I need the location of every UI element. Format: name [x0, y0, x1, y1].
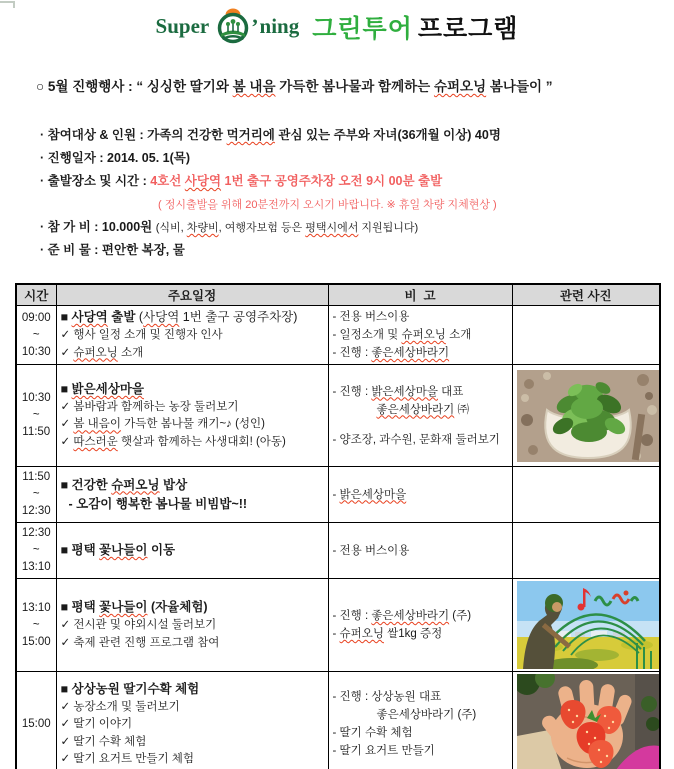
time-text: 12:30 — [21, 527, 51, 539]
text-segment: 좋은세상바라기 — [371, 610, 450, 622]
time-text: 10:30 — [21, 392, 51, 404]
text-segment: ✓ 농장소개 및 둘러보기 — [60, 700, 180, 713]
text-segment: · 진행일자 : 2014. 05. 1(목) — [40, 151, 190, 165]
text-segment: ✓ 행사 일정 소개 및 진행자 인사 — [60, 329, 223, 341]
note-line — [333, 431, 508, 449]
text-segment: 슈퍼오닝 — [339, 628, 384, 640]
text-segment: ㈜ — [454, 403, 469, 416]
note-cell — [328, 306, 512, 365]
note-line — [333, 607, 508, 625]
text-segment: 사당역 — [143, 310, 180, 324]
time-cell — [16, 579, 56, 672]
schedule-cell — [56, 306, 328, 365]
text-segment: , 여행자보험 등은 — [218, 222, 306, 234]
text-segment: 밝은세상마을 — [71, 381, 144, 396]
text-segment: 사당역 — [184, 174, 222, 188]
text-segment: 가득한 봄나물 캐기~♪ (성인) — [120, 418, 265, 431]
logo-super-text: Super — [155, 14, 210, 38]
text-segment: - 일정소개 및 — [332, 329, 402, 341]
note-line — [333, 625, 508, 643]
text-segment: ✓ 봄바람과 함께하는 농장 둘러보기 — [60, 400, 239, 413]
time-text: ~ — [32, 488, 40, 500]
text-segment: 1번 출구 공영주차장 오전 9시 00분 출발 — [221, 174, 443, 188]
text-segment: - — [332, 488, 340, 501]
note-line — [333, 542, 508, 560]
intro-bullet-line — [40, 124, 660, 147]
schedule-table-body — [16, 306, 660, 769]
time-text: 12:30 — [21, 505, 51, 517]
photo-cell — [512, 672, 660, 769]
note-line — [333, 383, 508, 401]
photo-cell — [512, 365, 660, 467]
note-cell — [328, 523, 512, 579]
note-line — [333, 706, 508, 724]
note-cell — [328, 672, 512, 769]
text-segment: 봄나들이 ” — [486, 79, 553, 94]
photo-cell — [512, 523, 660, 579]
text-segment: (주) — [449, 610, 472, 622]
note-line — [333, 688, 508, 706]
text-segment: - 양조장, 과수원, 문화재 둘러보기 — [332, 433, 500, 446]
text-segment: 대표 — [437, 385, 464, 398]
note-line — [333, 326, 508, 344]
table-row — [16, 672, 660, 769]
text-segment: ✓ 딸기 이야기 — [60, 718, 133, 731]
program-title-black: 프로그램 — [417, 14, 519, 43]
text-segment: 꽃나들이 — [99, 600, 148, 614]
note-line — [333, 742, 508, 760]
note-line — [333, 401, 508, 419]
text-segment: ■ 건강한 — [60, 477, 112, 492]
time-text: ~ — [32, 618, 40, 631]
schedule-line — [61, 380, 324, 399]
text-segment: ■ 평택 — [60, 543, 100, 557]
text-segment: 이동 — [147, 543, 176, 557]
text-segment: 먹거리에 — [226, 128, 275, 142]
time-text: 15:00 — [21, 717, 51, 730]
text-segment: ✓ — [60, 418, 74, 431]
note-cell — [328, 467, 512, 523]
text-segment: 밥상 — [159, 477, 188, 492]
col-header-time: 시간 — [16, 284, 56, 306]
text-segment: - 진행 : — [332, 347, 372, 359]
text-segment: · 참여대상 & 인원 : 가족의 건강한 — [40, 128, 227, 142]
text-segment: 좋은세상바라기 (주) — [376, 709, 477, 722]
text-segment: 관심 있는 주부와 자녀(36개월 이상) 40명 — [274, 128, 501, 142]
event-heading — [36, 78, 662, 96]
schedule-line — [61, 734, 324, 752]
text-segment: - 딸기 요거트 만들기 — [332, 745, 435, 758]
schedule-table — [15, 283, 661, 769]
text-segment: 슈퍼오닝 — [433, 79, 487, 94]
text-segment: 햇살과 함께하는 사생대회! (아동) — [117, 435, 286, 448]
text-segment: - — [332, 628, 340, 640]
table-row — [16, 467, 660, 523]
text-segment: - 진행 : — [332, 385, 372, 398]
schedule-line — [61, 345, 324, 363]
text-segment: 슈퍼오닝 — [73, 346, 118, 359]
time-text: ~ — [32, 409, 40, 421]
text-segment: ✓ 딸기 요거트 만들기 체험 — [60, 753, 195, 766]
text-segment: 꽃나들이 — [99, 543, 148, 557]
time-text: 13:10 — [21, 601, 51, 614]
text-segment: 소개 — [445, 329, 472, 341]
text-segment: 지원됩니다) — [358, 222, 419, 234]
schedule-line — [61, 495, 324, 514]
note-line — [333, 486, 508, 504]
time-text: 13:10 — [21, 561, 51, 573]
text-segment: - 진행 : — [332, 610, 372, 622]
schedule-line — [61, 751, 324, 769]
time-text: 11:50 — [22, 426, 51, 438]
schedule-line — [61, 541, 324, 560]
table-row — [16, 365, 660, 467]
text-segment: ( — [138, 310, 144, 324]
intro-bullets — [40, 124, 660, 262]
text-segment: (자율체험) — [147, 600, 208, 614]
logo-ning-text: ning — [259, 14, 300, 38]
text-segment: 사당역 — [71, 310, 108, 324]
intro-bullet-line — [40, 193, 660, 216]
table-row — [16, 523, 660, 579]
schedule-cell — [56, 579, 328, 672]
text-segment: 슈퍼오닝 — [401, 329, 446, 341]
text-segment: (식비, — [155, 222, 187, 234]
note-line — [333, 724, 508, 742]
text-segment: 평택시에서 — [305, 222, 359, 234]
text-segment: ■ 평택 — [60, 600, 100, 614]
text-segment: 봄 내음 — [232, 79, 276, 94]
text-segment: 좋은세상바라기 — [371, 347, 450, 359]
time-cell — [16, 467, 56, 523]
text-segment: 슈퍼오닝 — [111, 477, 160, 492]
text-segment: · 참 가 비 : 10.000원 — [40, 220, 156, 234]
text-segment: ■ — [60, 310, 72, 324]
program-title-green: 그린투어 — [312, 14, 413, 43]
time-text: ~ — [32, 328, 40, 341]
schedule-cell — [56, 523, 328, 579]
text-segment: 밝은세상마을 — [339, 488, 407, 501]
text-segment: 차량비 — [186, 222, 219, 234]
photo-cell — [512, 467, 660, 523]
festival-photo — [517, 581, 659, 669]
time-cell — [16, 306, 56, 365]
photo-cell — [512, 579, 660, 672]
text-segment: ✓ 딸기 수확 체험 — [60, 735, 147, 748]
text-segment: 출발 — [107, 310, 139, 324]
text-segment: 4호선 — [150, 174, 185, 188]
schedule-cell — [56, 467, 328, 523]
intro-bullet-line — [40, 216, 660, 239]
text-segment: ✓ — [60, 346, 74, 359]
col-header-photo: 관련 사진 — [512, 284, 660, 306]
table-header-row — [16, 284, 660, 306]
time-text: 09:00 — [21, 311, 51, 324]
text-segment: 밝은세상마을 — [371, 385, 438, 398]
text-segment: 좋은세상바라기 — [376, 403, 455, 416]
text-segment: ■ — [60, 381, 72, 396]
text-segment: ○ 5월 진행행사 : “ 싱싱한 딸기와 — [36, 79, 233, 94]
time-text: 11:50 — [22, 471, 51, 483]
photo-cell — [512, 306, 660, 365]
spring-greens-photo — [517, 370, 659, 462]
text-segment: 봄 내음이 — [73, 418, 121, 431]
text-segment: 1번 출구 공영주차장) — [179, 310, 298, 324]
text-segment: ✓ — [60, 435, 74, 448]
schedule-cell — [56, 672, 328, 769]
table-row — [16, 306, 660, 365]
time-cell — [16, 365, 56, 467]
note-line — [333, 308, 508, 326]
oning-logo-icon — [214, 7, 252, 50]
schedule-line — [61, 617, 324, 635]
text-segment: 소개 — [117, 346, 144, 359]
text-segment: - 전용 버스이용 — [332, 544, 410, 557]
note-line — [333, 344, 508, 362]
text-segment: ( 정시출발을 위해 20분전까지 오시기 바랍니다. ※ 휴일 차량 지체현상 ) — [158, 199, 497, 211]
schedule-line — [61, 598, 324, 617]
schedule-line — [61, 476, 324, 495]
time-cell — [16, 672, 56, 769]
intro-bullet-line — [40, 147, 660, 170]
text-segment: 가득한 봄나물과 함께하는 — [275, 79, 434, 94]
schedule-line — [61, 327, 324, 345]
text-segment: - 전용 버스이용 — [332, 311, 410, 323]
schedule-line — [61, 308, 324, 327]
schedule-cell — [56, 365, 328, 467]
text-segment: 따스러운 — [73, 435, 118, 448]
note-cell — [328, 365, 512, 467]
text-segment: ✓ 축제 관련 진행 프로그램 참여 — [60, 636, 220, 649]
time-text: ~ — [32, 544, 40, 556]
schedule-line — [61, 399, 324, 417]
schedule-line — [61, 716, 324, 734]
col-header-schedule: 주요일정 — [56, 284, 328, 306]
text-segment: ■ 상상농원 딸기수확 체험 — [60, 681, 200, 696]
schedule-line — [61, 699, 324, 717]
text-segment: · 출발장소 및 시간 : — [40, 174, 151, 188]
schedule-line — [61, 680, 324, 699]
col-header-note: 비 고 — [328, 284, 512, 306]
time-text: 10:30 — [21, 345, 51, 358]
schedule-line — [61, 635, 324, 653]
logo-apostrophe: ’ — [251, 13, 259, 39]
text-segment: - 딸기 수확 체험 — [332, 727, 413, 740]
text-segment: - 오감이 행복한 봄나물 비빔밥~!! — [68, 496, 248, 511]
text-segment: - 진행 : 상상농원 대표 — [332, 691, 442, 704]
schedule-line — [61, 416, 324, 434]
note-cell — [328, 579, 512, 672]
intro-bullet-line — [40, 239, 660, 262]
text-segment: · 준 비 물 : 편안한 복장, 물 — [40, 243, 185, 257]
time-cell — [16, 523, 56, 579]
text-segment: 쌀1kg 증정 — [383, 628, 443, 640]
header-logo-row — [0, 5, 674, 48]
text-segment: ✓ 전시관 및 야외시설 둘러보기 — [60, 619, 217, 631]
strawberries-photo — [517, 674, 659, 769]
schedule-line — [61, 434, 324, 452]
table-row — [16, 579, 660, 672]
time-text: 15:00 — [21, 635, 51, 648]
intro-bullet-line — [40, 170, 660, 193]
